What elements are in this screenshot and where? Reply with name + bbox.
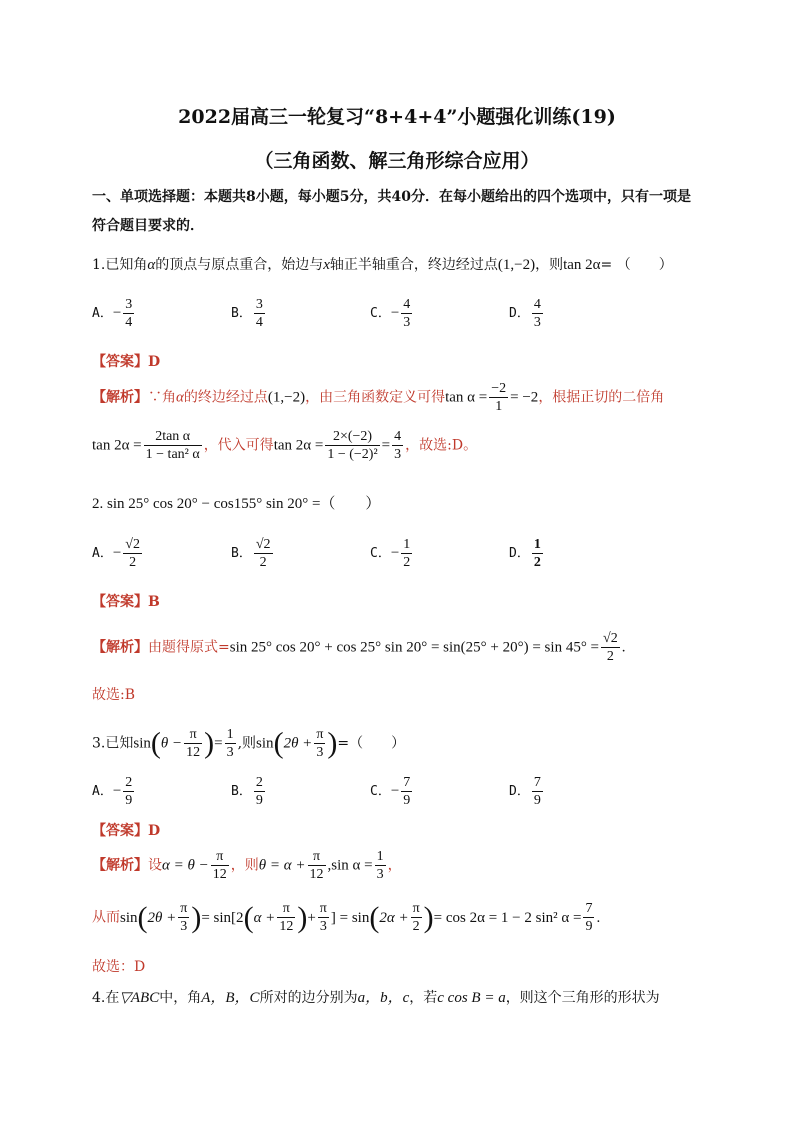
question-4-stem: 4.在▽ABC中，角A，B，C所对的边分别为a，b，c，若c cos B = a，则这个三角形的形状为 — [92, 990, 660, 1006]
q1-analysis-line2: tan 2α = $\frac{\text{2tan α}}{\text{1 − tan² α}}$ ，代入可得tan 2α = $\frac{2\times(-2)}{\text{1 − (−2)²}}$ = $\frac{4}{3}$ ，故选:D。 — [92, 429, 478, 462]
q2-option-d[interactable]: D． $\frac{1}{2}$ — [509, 537, 541, 570]
q3-answer: 【答案】D — [92, 823, 161, 839]
question-2-stem: 2. sin 25° cos 20° − cos155° sin 20° =（ ） — [92, 496, 381, 512]
q3-choose: 故选：D — [92, 959, 146, 975]
q3-analysis-line1: 【解析】设α = θ − $\frac{\pi}{12}$ ，则θ = α + $\frac{\pi}{12}$ ,sin α = $\frac{1}{3}$ ， — [92, 849, 402, 882]
q1-mid3: ，则 — [535, 257, 564, 273]
q2-choose: 故选:B — [92, 687, 136, 703]
q3-option-d[interactable]: D． $\frac{7}{9}$ — [509, 775, 541, 808]
q2-answer: 【答案】B — [92, 594, 160, 610]
page-title: 2022届高三一轮复习“8+4+4”小题强化训练(19) — [178, 106, 616, 128]
q1-point: (1,−2) — [497, 257, 536, 273]
q1-tail: = （ ） — [600, 257, 673, 273]
q2-option-a[interactable]: A．− $\frac{√2}{2}$ — [92, 537, 140, 570]
section-heading-line2: 符合题目要求的． — [92, 218, 204, 234]
q1-option-d[interactable]: D． $\frac{4}{3}$ — [509, 297, 541, 330]
q1-option-b[interactable]: B． $\frac{3}{4}$ — [231, 297, 263, 330]
page-subtitle: （三角函数、解三角形综合应用） — [254, 150, 540, 172]
q1-option-a[interactable]: A．− $\frac{3}{4}$ — [92, 297, 133, 330]
q1-pre: 1.已知角 — [92, 257, 148, 273]
section-heading-line1: 一、单项选择题：本题共8小题，每小题5分，共40分．在每小题给出的四个选项中，只有一项是 — [92, 189, 691, 205]
q3-option-b[interactable]: B． $\frac{2}{9}$ — [231, 775, 263, 808]
q1-option-c[interactable]: C．− $\frac{4}{3}$ — [370, 297, 411, 330]
q3-analysis-line2: 从而sin(2θ + $\frac{\pi}{3}$ )= sin[2(α + $\frac{\pi}{12}$ )+ $\frac{\pi}{3}$ ] = sin(2α + $\frac{\pi}{2}$ )= cos 2α = 1 − 2 sin² α = $\frac{7}{9}$ . — [92, 900, 601, 934]
q1-ask: tan 2α — [563, 257, 601, 273]
question-1-stem: 1.已知角α的顶点与原点重合，始边与x轴正半轴重合，终边经过点(1,−2)，则tan 2α= （ ） — [92, 257, 673, 273]
question-3-stem: 3.已知sin(θ − $\frac{\pi}{12}$ )= $\frac{1}{3}$ ,则sin(2θ + $\frac{\pi}{3}$ )=（ ） — [92, 726, 406, 760]
q3-option-a[interactable]: A．− $\frac{2}{9}$ — [92, 775, 133, 808]
q1-mid2: 轴正半轴重合，终边经过点 — [329, 257, 498, 273]
q3-option-c[interactable]: C．− $\frac{7}{9}$ — [370, 775, 411, 808]
q2-analysis: 【解析】由题得原式=sin 25° cos 20° + cos 25° sin 20° = sin(25° + 20°) = sin 45° = $\frac{√2}{2}$ . — [92, 631, 626, 664]
q1-analysis-line1: 【解析】∵角α的终边经过点(1,−2)，由三角函数定义可得tan α = $\frac{-2}{1}$ = −2，根据正切的二倍角 — [92, 381, 665, 414]
q2-option-b[interactable]: B． $\frac{√2}{2}$ — [231, 537, 271, 570]
q1-answer: 【答案】D — [92, 354, 161, 370]
q2-option-c[interactable]: C．− $\frac{1}{2}$ — [370, 537, 411, 570]
q1-mid1: 的顶点与原点重合，始边与 — [155, 257, 324, 273]
